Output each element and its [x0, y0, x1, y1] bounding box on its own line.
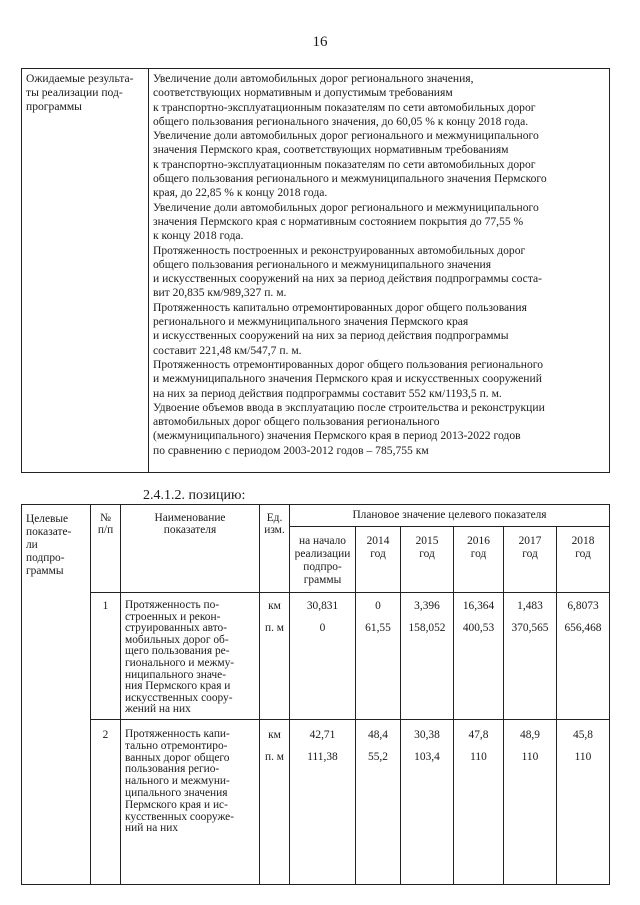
results-line: и искусственных сооружений на них за период действия подпрограммы: [153, 329, 509, 343]
value-cell: 370,565: [511, 622, 549, 634]
results-line: Увеличение доли автомобильных дорог регионального и межмуниципального: [153, 200, 539, 214]
grid-line: [609, 504, 610, 885]
results-line: и искусственных сооружений на них за период действия подпрограммы соста-: [153, 272, 543, 286]
results-line: и межмуниципального значения Пермского края и искусственных сооружений: [153, 372, 542, 386]
value-cell: 400,53: [462, 622, 495, 634]
header-name: [121, 512, 259, 536]
header-line: на начало: [299, 535, 346, 547]
header-unit: [260, 512, 289, 536]
header-line: подпро-: [303, 561, 342, 573]
unit-cell: км: [268, 600, 281, 612]
header-num: [91, 512, 120, 536]
results-line: общего пользования регионального значения, до 60,05 % к концу 2018 года.: [153, 114, 529, 128]
results-line: Увеличение доли автомобильных дорог регионального и межмуниципального: [153, 129, 539, 143]
header-line: показателя: [163, 524, 217, 537]
grid-line: [21, 504, 610, 505]
unit-cell: п. м: [265, 751, 284, 763]
results-line: по сравнению с периодом 2003-2012 годов – 785,755 км: [153, 443, 429, 457]
grid-line: [90, 592, 610, 593]
results-line: Протяженность отремонтированных дорог общего пользования регионального: [153, 357, 544, 371]
year-suffix: год: [370, 548, 386, 560]
unit-cell: п. м: [265, 622, 284, 634]
header-year-2014: [356, 535, 400, 561]
results-line: автомобильных дорог общего пользования регионального: [153, 415, 440, 429]
year-suffix: год: [575, 548, 591, 560]
header-line: реализации: [294, 548, 351, 560]
grid-line: [289, 526, 610, 527]
name-line: Пермского края и ис-: [125, 798, 228, 811]
value-cell: 110: [470, 751, 487, 763]
value-cell: 110: [574, 751, 592, 763]
year-value: 2015: [415, 535, 439, 547]
value-cell: 0: [375, 600, 381, 612]
label-line: Ожидаемые результа-: [26, 72, 134, 85]
name-line: ниципального значе-: [125, 668, 227, 681]
year-value: 2018: [571, 535, 595, 547]
grid-line: [556, 526, 557, 885]
header-line: Наименование: [154, 512, 226, 524]
name-line: гионального и межму-: [125, 656, 235, 669]
header-line: граммы: [303, 574, 342, 586]
results-line: Протяженность построенных и реконструированных автомобильных дорог: [153, 243, 526, 257]
grid-line: [355, 526, 356, 885]
value-cell: 1,483: [517, 600, 543, 612]
name-line: ванных дорог общего: [125, 751, 230, 764]
results-line: к транспортно-эксплуатационным показателям по сети автомобильных дорог: [153, 157, 536, 171]
value-cell: 45,8: [573, 729, 593, 741]
results-line: значения Пермского края, соответствующих нормативным требованиям: [153, 143, 509, 157]
value-cell: 47,8: [468, 729, 489, 741]
results-line: Протяженность капитально отремонтированных дорог общего пользования: [153, 300, 527, 314]
grid-line: [90, 719, 610, 720]
name-line: жений на них: [125, 703, 191, 716]
value-cell: 111,38: [307, 751, 338, 763]
results-line: общего пользования регионального и межмуниципального значения: [153, 257, 492, 271]
results-line: общего пользования регионального и межмуниципального значения Пермского: [153, 172, 547, 186]
header-start: [290, 535, 355, 587]
header-line: №: [100, 512, 111, 524]
label-line: ты реализации под-: [26, 86, 123, 99]
row-number: 2: [102, 729, 109, 741]
header-year-2017: [504, 535, 556, 561]
value-cell: 6,8073: [567, 600, 599, 612]
results-line: (межмуниципального) значения Пермского края в период 2013-2022 годов: [153, 429, 521, 443]
label-line: граммы: [26, 565, 64, 577]
value-cell: 42,71: [309, 729, 336, 741]
results-line: Увеличение доли автомобильных дорог регионального значения,: [153, 72, 474, 85]
header-planned: Плановое значение целевого показателя: [352, 509, 547, 521]
results-line: составит 221,48 км/547,7 п. м.: [153, 343, 302, 357]
header-year-2018: [557, 535, 609, 561]
value-cell: 656,468: [564, 622, 602, 634]
name-line: строенных и рекон-: [125, 610, 221, 623]
name-line: искусственных соору-: [125, 691, 233, 704]
name-line: Протяженность капи-: [125, 728, 230, 740]
results-line: регионального и межмуниципального значения Пермского края: [153, 315, 469, 329]
name-line: ний на них: [125, 822, 179, 835]
expected-results-text: [153, 72, 608, 458]
value-cell: 0: [319, 622, 326, 634]
grid-line: [453, 526, 454, 885]
expected-results-table: [21, 68, 610, 473]
year-suffix: год: [419, 548, 435, 560]
results-line: Удвоение объемов ввода в эксплуатацию после строительства и реконструкции: [153, 400, 545, 414]
section-heading: 2.4.1.2. позицию:: [143, 488, 246, 503]
results-line: к концу 2018 года.: [153, 229, 244, 243]
results-line: соответствующих нормативным и допустимым требованиям: [153, 86, 453, 100]
expected-results-label: [22, 69, 149, 472]
year-value: 2016: [467, 535, 490, 547]
grid-line: [120, 504, 121, 885]
results-line: на них за период действия подпрограммы составит 552 км/1193,5 п. м.: [153, 386, 502, 400]
year-value: 2017: [518, 535, 542, 547]
grid-line: [400, 526, 401, 885]
results-line: к транспортно-эксплуатационным показателям по сети автомобильных дорог: [153, 100, 536, 114]
value-cell: 55,2: [368, 751, 388, 763]
name-line: нального и межмуни-: [125, 775, 230, 788]
header-year-2016: [454, 535, 503, 561]
name-line: Протяженность по-: [125, 599, 220, 611]
value-cell: 30,831: [306, 600, 339, 612]
targets-row-label: [26, 513, 88, 578]
name-line: пользования регио-: [125, 763, 220, 776]
header-year-2015: [401, 535, 453, 561]
value-cell: 61,55: [365, 622, 391, 634]
header-line: Ед.: [266, 512, 283, 524]
grid-line: [259, 504, 260, 885]
name-line: ния Пермского края и: [125, 680, 231, 693]
results-line: вит 20,835 км/989,327 п. м.: [153, 286, 287, 300]
value-cell: 30,38: [414, 729, 440, 741]
header-line: изм.: [264, 524, 285, 537]
row-number: 1: [102, 600, 109, 612]
value-cell: 16,364: [462, 600, 495, 612]
value-cell: 48,9: [520, 729, 540, 741]
unit-cell: км: [268, 729, 281, 741]
header-line: п/п: [97, 524, 114, 537]
value-cell: 103,4: [414, 751, 440, 763]
results-line: края, до 22,85 % к концу 2018 года.: [153, 186, 328, 200]
row-name: [125, 600, 259, 716]
row-name: [125, 729, 259, 835]
label-line: показате-: [26, 526, 72, 538]
label-line: подпро-: [26, 552, 65, 564]
name-line: тально отремонтиро-: [125, 739, 228, 752]
name-line: струированных авто-: [125, 622, 228, 635]
value-cell: 158,052: [408, 622, 446, 634]
results-line: значения Пермского края с нормативным состоянием покрытия до 77,55 %: [153, 214, 524, 228]
label-line: ли: [26, 539, 38, 551]
year-suffix: год: [470, 548, 487, 560]
label-line: программы: [26, 100, 82, 113]
label-line: Целевые: [26, 513, 69, 525]
name-line: мобильных дорог об-: [125, 633, 229, 646]
name-line: щего пользования ре-: [125, 645, 230, 658]
grid-line: [21, 504, 22, 885]
year-suffix: год: [522, 548, 538, 560]
grid-line: [21, 884, 610, 885]
value-cell: 110: [521, 751, 539, 763]
target-indicators-table: [21, 504, 610, 885]
value-cell: 48,4: [368, 729, 388, 741]
page-number: 16: [312, 34, 328, 50]
grid-line: [90, 504, 91, 885]
year-value: 2014: [366, 535, 390, 547]
value-cell: 3,396: [414, 600, 440, 612]
name-line: кусственных сооруже-: [125, 810, 235, 823]
name-line: ципального значения: [125, 786, 228, 799]
grid-line: [503, 526, 504, 885]
